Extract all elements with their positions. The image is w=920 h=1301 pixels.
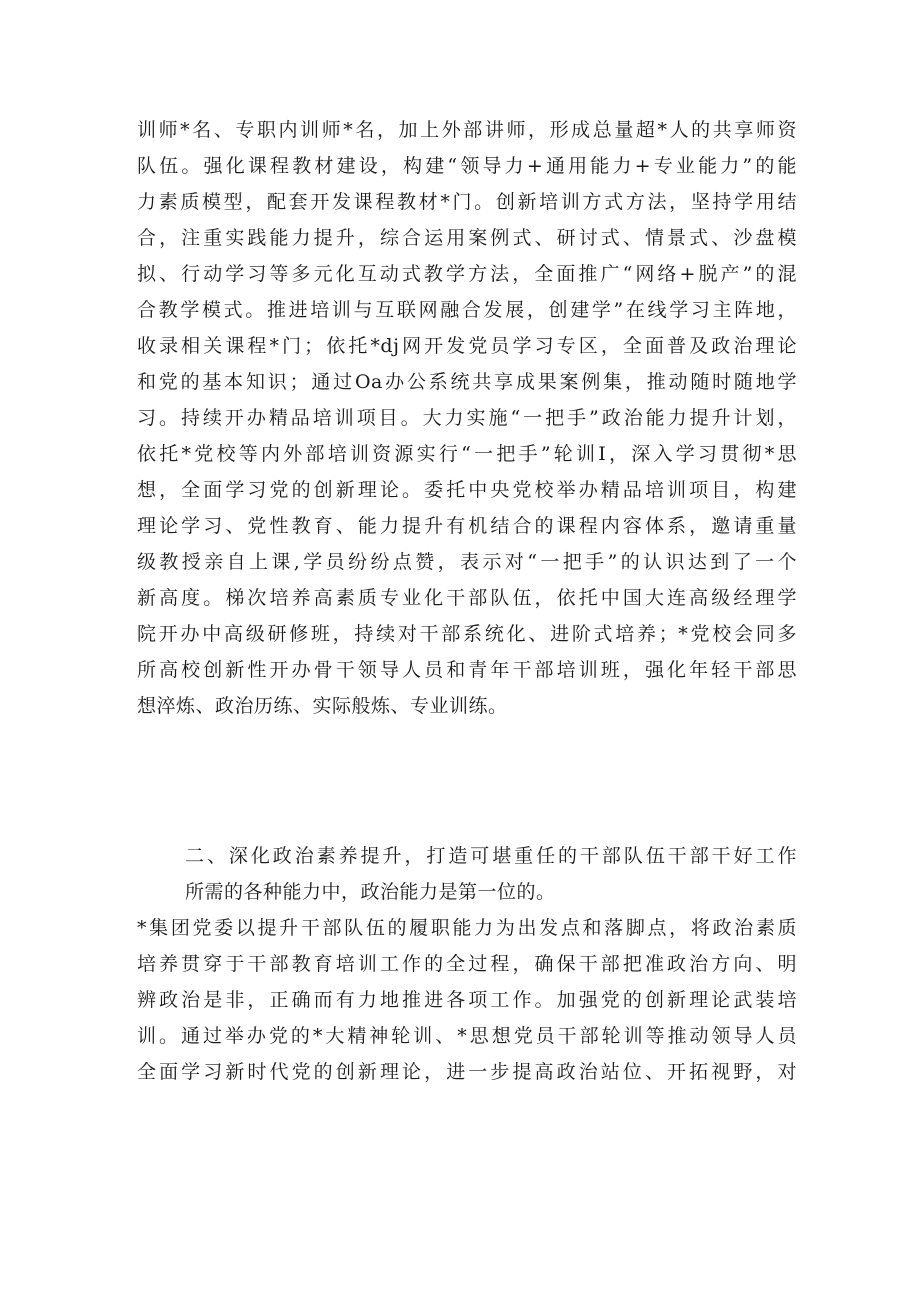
heading-line: 所需的各种能力中，政治能力是第一位的。 xyxy=(185,881,556,903)
section-heading xyxy=(137,838,797,910)
text-line: 理论学习、党性教育、能力提升有机结合的课程内容体系，邀请重量 xyxy=(137,515,797,537)
text-line: 级教授亲自上课,学员纷纷点赞，表示对“一把手”的认识达到了一个 xyxy=(137,551,797,573)
text-line: 所高校创新性开办骨干领导人员和青年干部培训班，强化年轻干部思 xyxy=(137,659,797,681)
text-line: 拟、行动学习等多元化互动式教学方法，全面推广“网络+脱产”的混 xyxy=(137,263,797,285)
text-line: 想淬炼、政治历练、实际般炼、专业训练。 xyxy=(137,695,508,717)
text-line: 队伍。强化课程教材建设，构建“领导力+通用能力+专业能力”的能 xyxy=(137,155,797,177)
text-line: 全面学习新时代党的创新理论，进一步提高政治站位、开拓视野，对 xyxy=(137,1061,797,1083)
body-paragraph-1 xyxy=(137,112,797,724)
text-line: 训。通过举办党的*大精神轮训、*思想党员干部轮训等推动领导人员 xyxy=(137,1025,797,1047)
text-line: 新高度。梯次培养高素质专业化干部队伍，依托中国大连高级经理学 xyxy=(137,587,797,609)
text-line: 辨政治是非，正确而有力地推进各项工作。加强党的创新理论武装培 xyxy=(137,989,797,1011)
text-line: 合教学模式。推进培训与互联网融合发展，创建学”在线学习主阵地， xyxy=(137,299,797,321)
text-line: 习。持续开办精品培训项目。大力实施“一把手”政治能力提升计划， xyxy=(137,407,797,429)
text-line: 培养贯穿于干部教育培训工作的全过程，确保干部把准政治方向、明 xyxy=(137,953,797,975)
text-line: 训师*名、专职内训师*名，加上外部讲师，形成总量超*人的共享师资 xyxy=(137,119,797,141)
heading-line: 二、深化政治素养提升，打造可堪重任的干部队伍干部干好工作 xyxy=(185,845,797,867)
text-line: *集团党委以提升干部队伍的履职能力为出发点和落脚点，将政治素质 xyxy=(137,917,797,939)
text-line: 收录相关课程*门；依托*dj网开发党员学习专区，全面普及政治理论 xyxy=(137,335,797,357)
text-line: 力素质模型，配套开发课程教材*门。创新培训方式方法，坚持学用结 xyxy=(137,191,797,213)
text-line: 合，注重实践能力提升，综合运用案例式、研讨式、情景式、沙盘模 xyxy=(137,227,797,249)
text-line: 院开办中高级研修班，持续对干部系统化、进阶式培养；*党校会同多 xyxy=(137,623,797,645)
text-line: 依托*党校等内外部培训资源实行“一把手”轮训I，深入学习贯彻*思 xyxy=(137,443,797,465)
text-line: 想，全面学习党的创新理论。委托中央党校举办精品培训项目，构建 xyxy=(137,479,797,501)
body-paragraph-2 xyxy=(137,910,797,1090)
text-line: 和党的基本知识；通过Oa办公系统共享成果案例集，推动随时随地学 xyxy=(137,371,797,393)
